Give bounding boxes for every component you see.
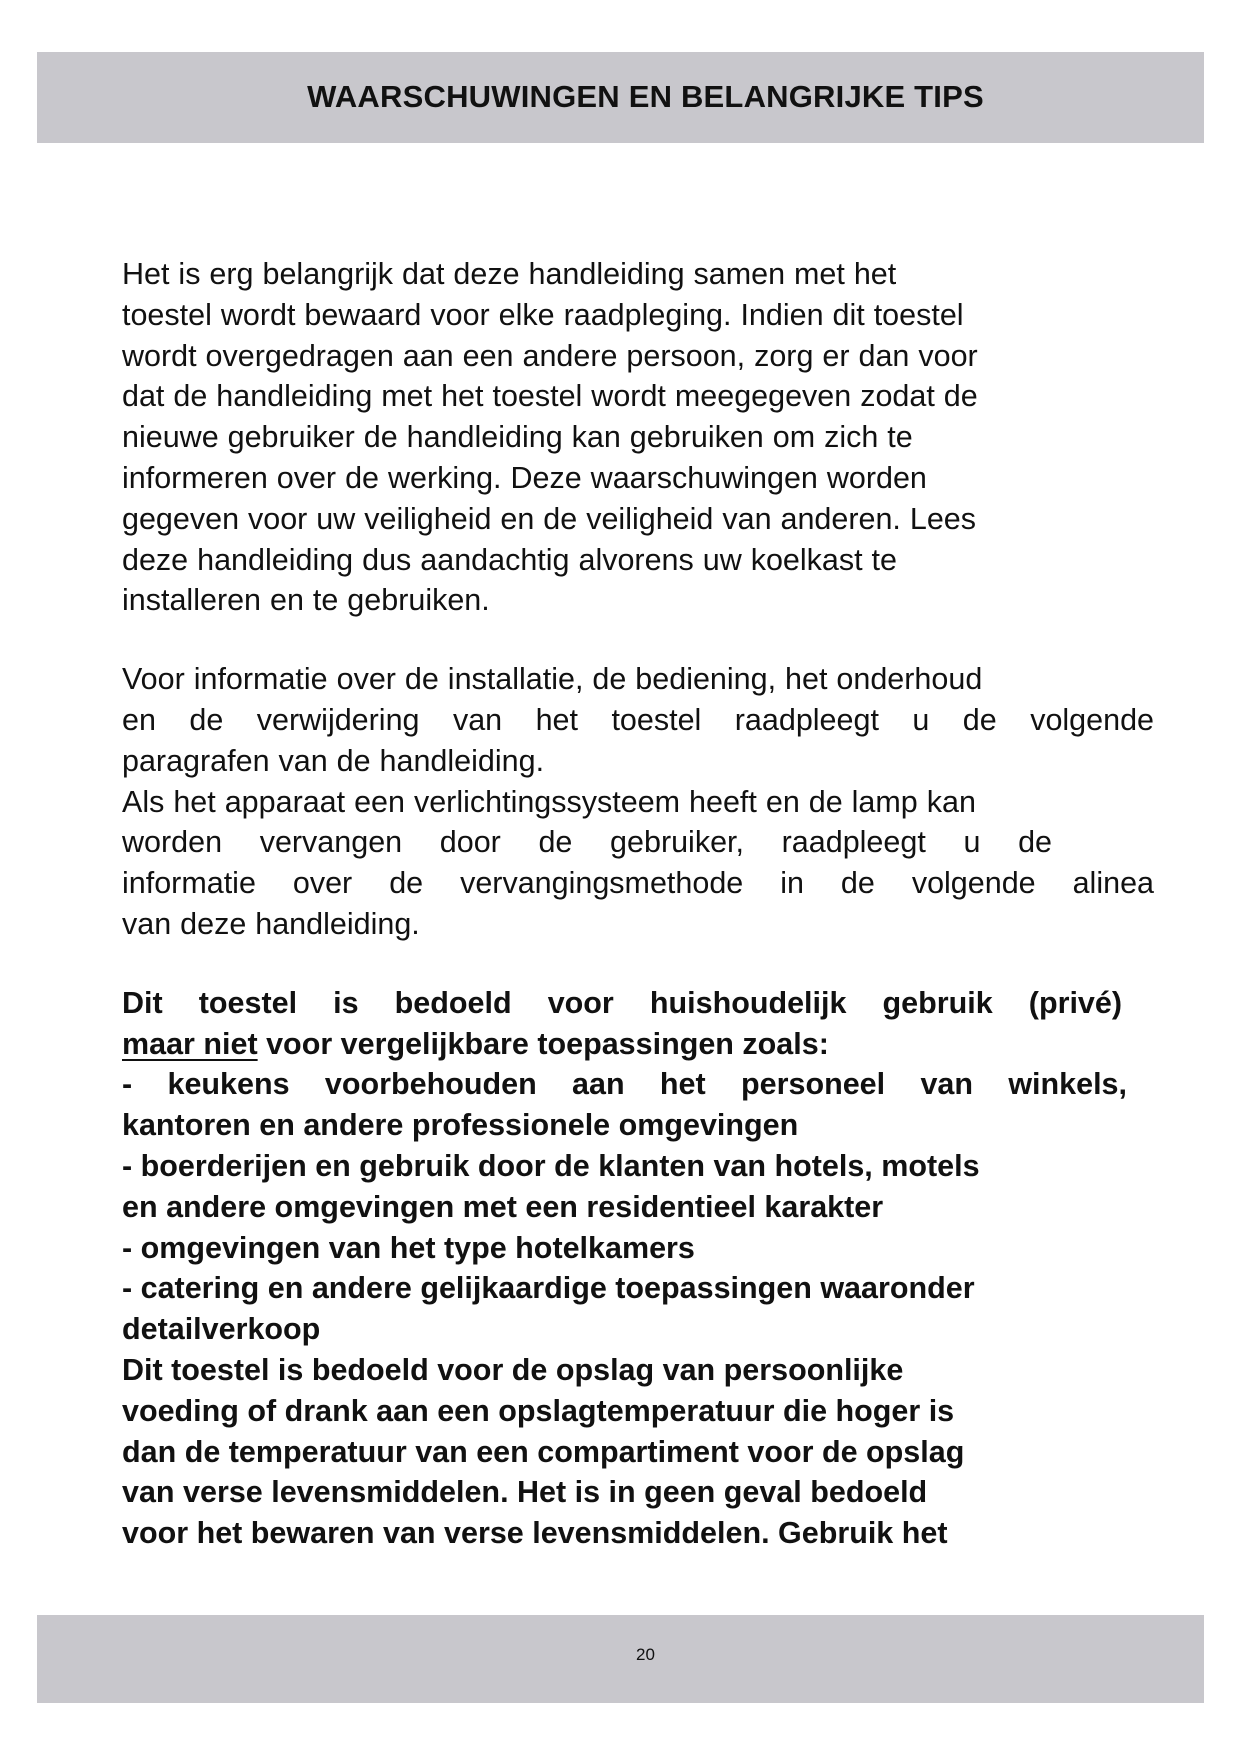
underlined-emphasis: maar niet (122, 1026, 258, 1061)
text-line: Het is erg belangrijk dat deze handleiding samen met het (122, 257, 897, 291)
text-line: deze handleiding dus aandachtig alvorens uw koelkast te (122, 542, 897, 577)
text-line: informatie over de vervangingsmethode in de volgende alinea (122, 866, 1154, 901)
notice-line (122, 1024, 1154, 1065)
page-footer (37, 1615, 1204, 1703)
page-title: WAARSCHUWINGEN EN BELANGRIJKE TIPS (307, 79, 984, 114)
notice-line: Dit toestel is bedoeld voor de opslag van persoonlijke (122, 1352, 904, 1387)
paragraph-spacer (122, 945, 1154, 983)
list-item-continuation: detailverkoop (122, 1312, 321, 1347)
list-item: - omgevingen van het type hotelkamers (122, 1230, 695, 1265)
text-line: Voor informatie over de installatie, de bediening, het onderhoud (122, 662, 983, 697)
intro-paragraph (122, 254, 1154, 621)
list-item: - keukens voorbehouden aan het personeel van winkels, (122, 1067, 1127, 1102)
list-item-continuation: kantoren en andere professionele omgevingen (122, 1108, 799, 1143)
text-line: wordt overgedragen aan een andere persoon, zorg er dan voor (122, 338, 978, 373)
list-item-continuation: en andere omgevingen met een residentieel karakter (122, 1189, 884, 1224)
notice-line: Dit toestel is bedoeld voor huishoudelijk gebruik (privé) (122, 985, 1122, 1020)
text-line: worden vervangen door de gebruiker, raadpleegt u de (122, 825, 1052, 860)
text-line: paragrafen van de handleiding. (122, 743, 545, 778)
text-line: en de verwijdering van het toestel raadpleegt u de volgende (122, 702, 1154, 737)
text-line: informeren over de werking. Deze waarschuwingen worden (122, 460, 927, 495)
text-line: toestel wordt bewaard voor elke raadpleging. Indien dit toestel (122, 297, 964, 332)
notice-line: voeding of drank aan een opslagtemperatuur die hoger is (122, 1393, 955, 1428)
notice-line: voor het bewaren van verse levensmiddelen. Gebruik het (122, 1516, 948, 1551)
notice-text: voor vergelijkbare toepassingen zoals: (257, 1026, 829, 1061)
page-number: 20 (636, 1645, 655, 1664)
text-line: installeren en te gebruiken. (122, 583, 490, 618)
text-line: gegeven voor uw veiligheid en de veiligheid van anderen. Lees (122, 501, 977, 536)
usage-notice (122, 983, 1154, 1554)
list-item: - catering en andere gelijkaardige toepassingen waaronder (122, 1271, 975, 1306)
text-line: dat de handleiding met het toestel wordt meegegeven zodat de (122, 379, 978, 414)
text-line: nieuwe gebruiker de handleiding kan gebruiken om zich te (122, 420, 913, 455)
paragraph-spacer (122, 621, 1154, 659)
page-header (37, 52, 1204, 143)
page-content (122, 254, 1154, 1554)
text-line: Als het apparaat een verlichtingssysteem heeft en de lamp kan (122, 784, 976, 819)
list-item: - boerderijen en gebruik door de klanten van hotels, motels (122, 1148, 980, 1183)
info-paragraph (122, 659, 1154, 945)
notice-line: dan de temperatuur van een compartiment voor de opslag (122, 1434, 965, 1469)
notice-line: van verse levensmiddelen. Het is in geen geval bedoeld (122, 1475, 928, 1510)
text-line: van deze handleiding. (122, 906, 420, 941)
